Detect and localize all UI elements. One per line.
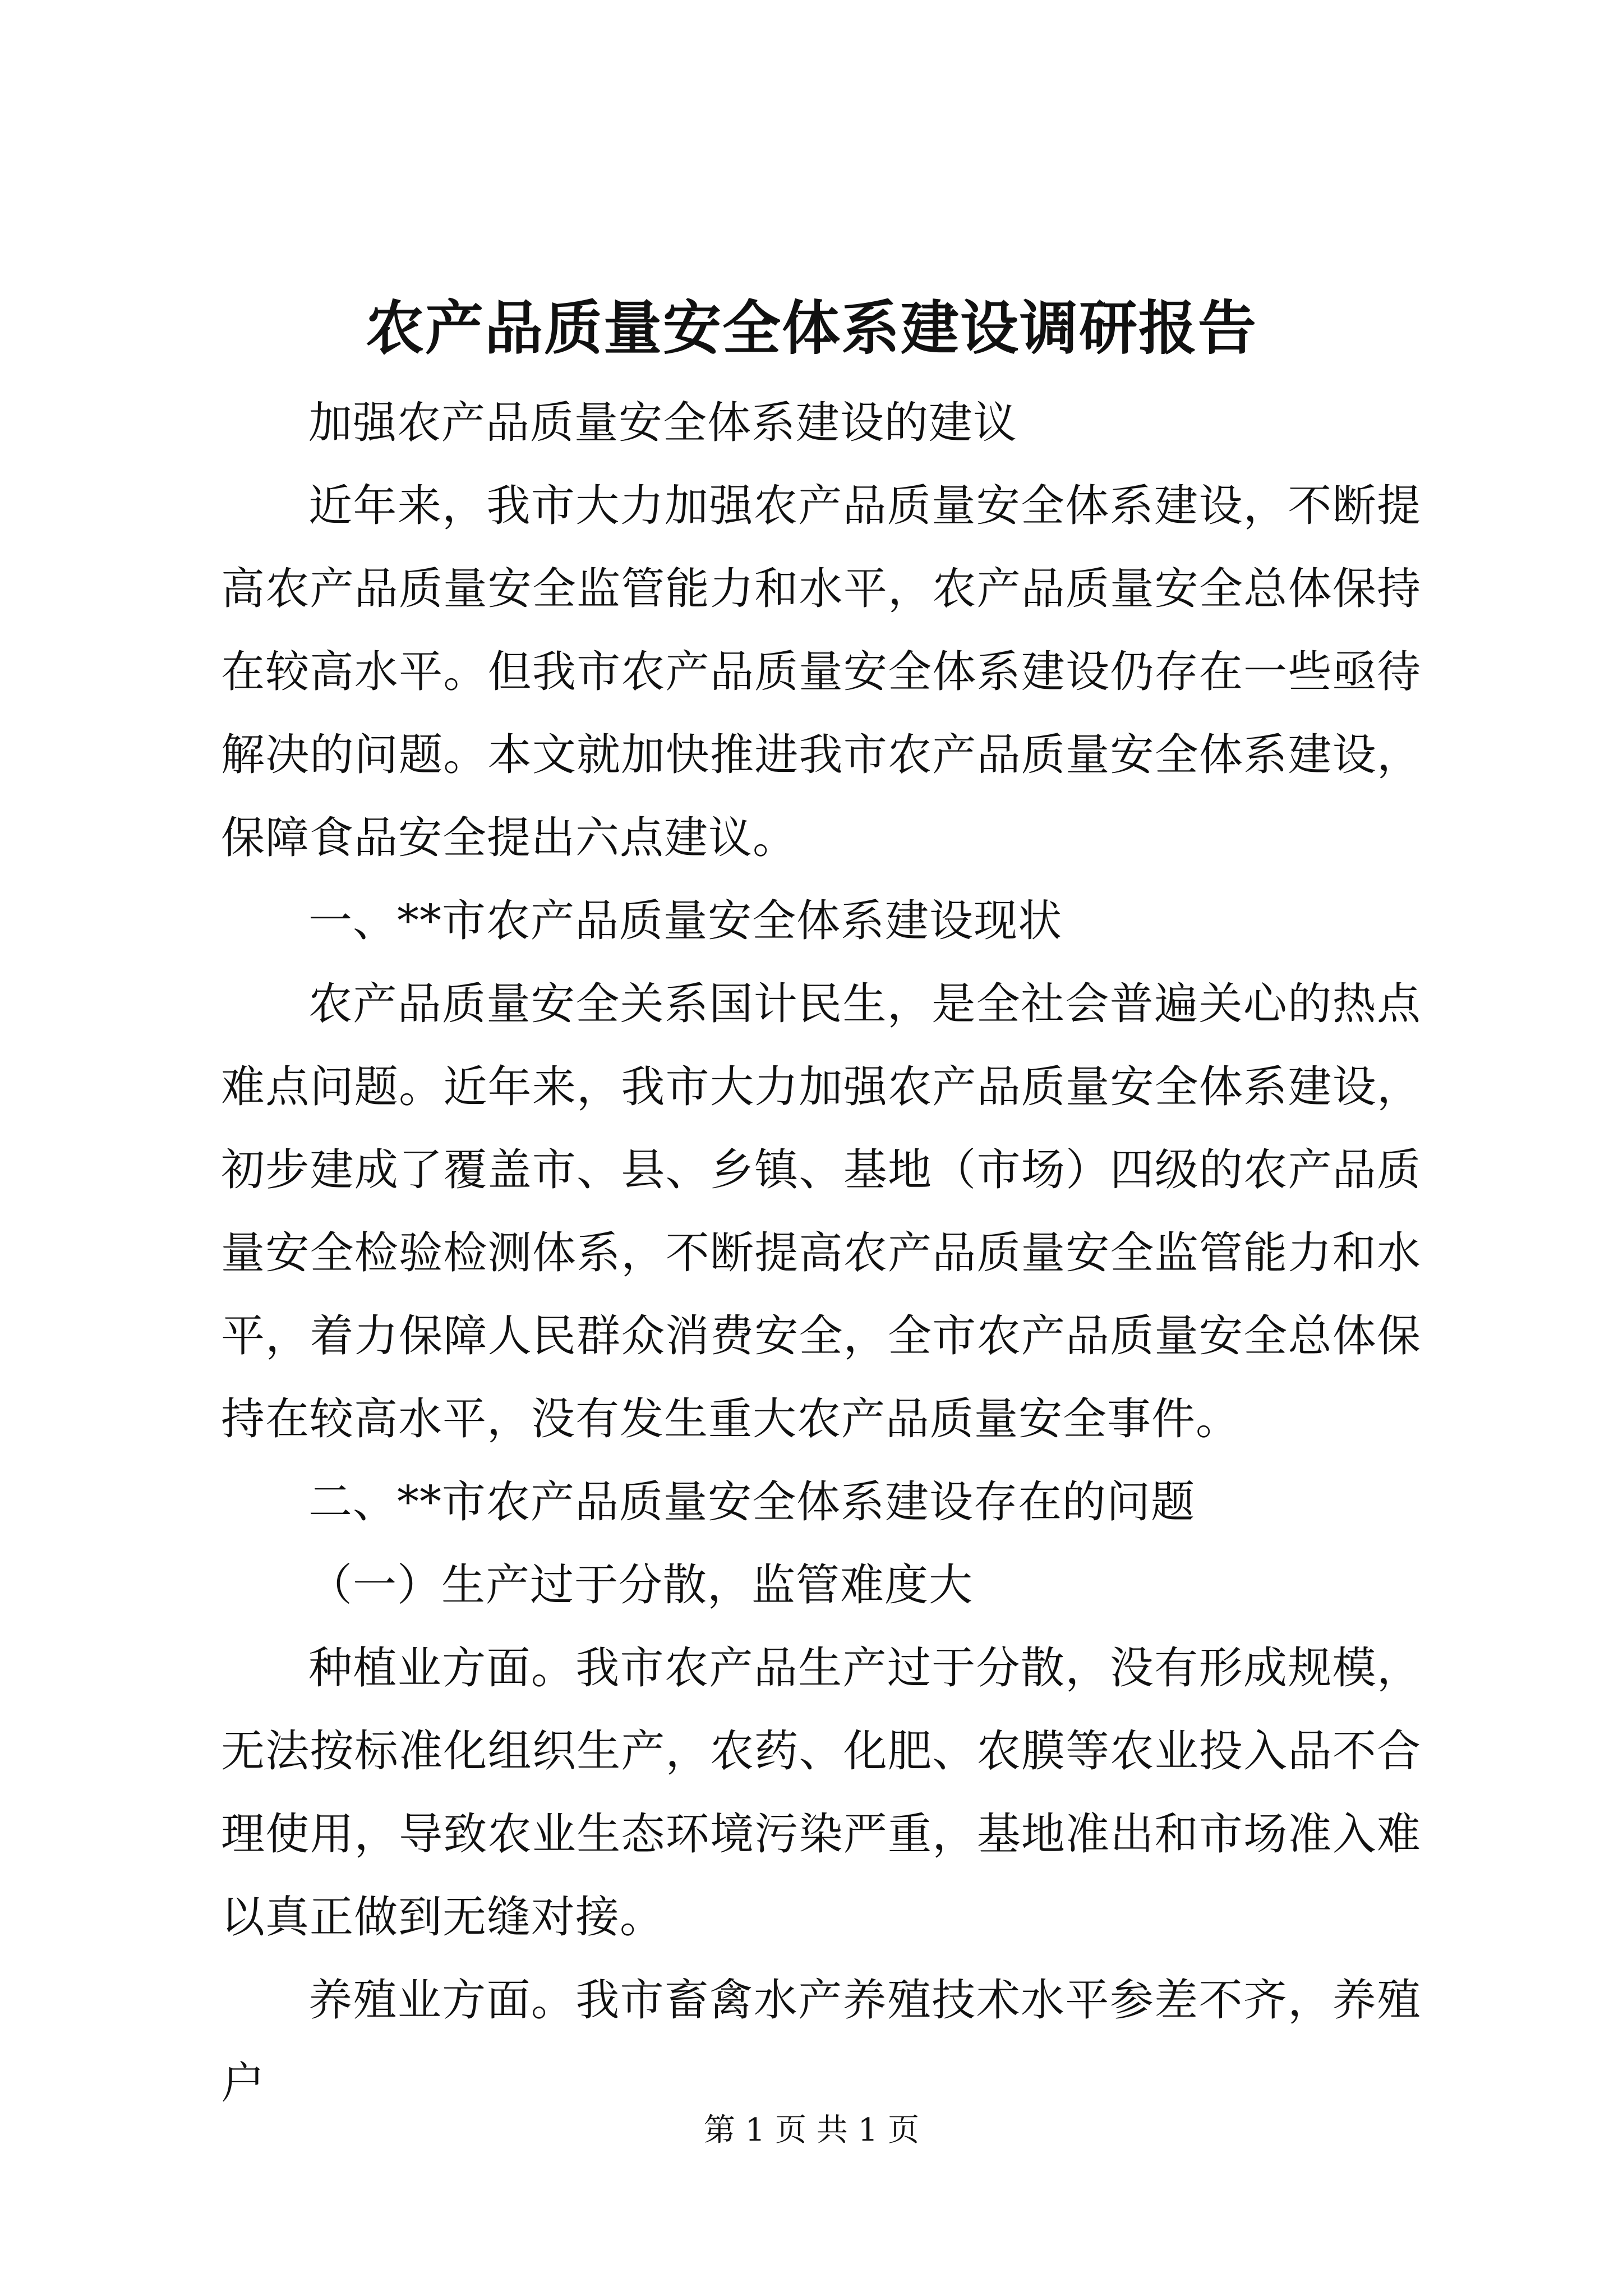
heading-section-2: 二、**市农产品质量安全体系建设存在的问题 [308,1477,1196,1527]
paragraph-intro: 近年来，我市大力加强农产品质量安全体系建设，不断提高农产品质量安全监管能力和水平，农产品质量安全总体保持在较高水平。但我市农产品质量安全体系建设仍存在一些亟待解决的问题。本文就加快推进我市农产品质量安全体系建设，保障食品安全提出六点建议。 [221,481,1421,863]
document-body [221,381,1421,2125]
heading-subsection-1: （一）生产过于分散，监管难度大 [308,1560,974,1611]
paragraph-breeding: 养殖业方面。我市畜禽水产养殖技术水平参差不齐，养殖户 [221,1975,1421,2109]
heading-section-1: 一、**市农产品质量安全体系建设现状 [308,896,1063,946]
paragraph-planting: 种植业方面。我市农产品生产过于分散，没有形成规模，无法按标准化组织生产，农药、化肥、农膜等农业投入品不合理使用，导致农业生态环境污染严重，基地准出和市场准入难以真正做到无缝对接。 [221,1643,1421,1943]
document-title: 农产品质量安全体系建设调研报告 [365,293,1257,362]
paragraph-status: 农产品质量安全关系国计民生，是全社会普遍关心的热点难点问题。近年来，我市大力加强农产品质量安全体系建设，初步建成了覆盖市、县、乡镇、基地（市场）四级的农产品质量安全检验检测体系，不断提高农产品质量安全监管能力和水平，着力保障人民群众消费安全，全市农产品质量安全总体保持在较高水平，没有发生重大农产品质量安全事件。 [221,979,1421,1444]
page-footer: 第 1 页 共 1 页 [703,2112,920,2148]
paragraph-subtitle: 加强农产品质量安全体系建设的建议 [308,398,1018,448]
